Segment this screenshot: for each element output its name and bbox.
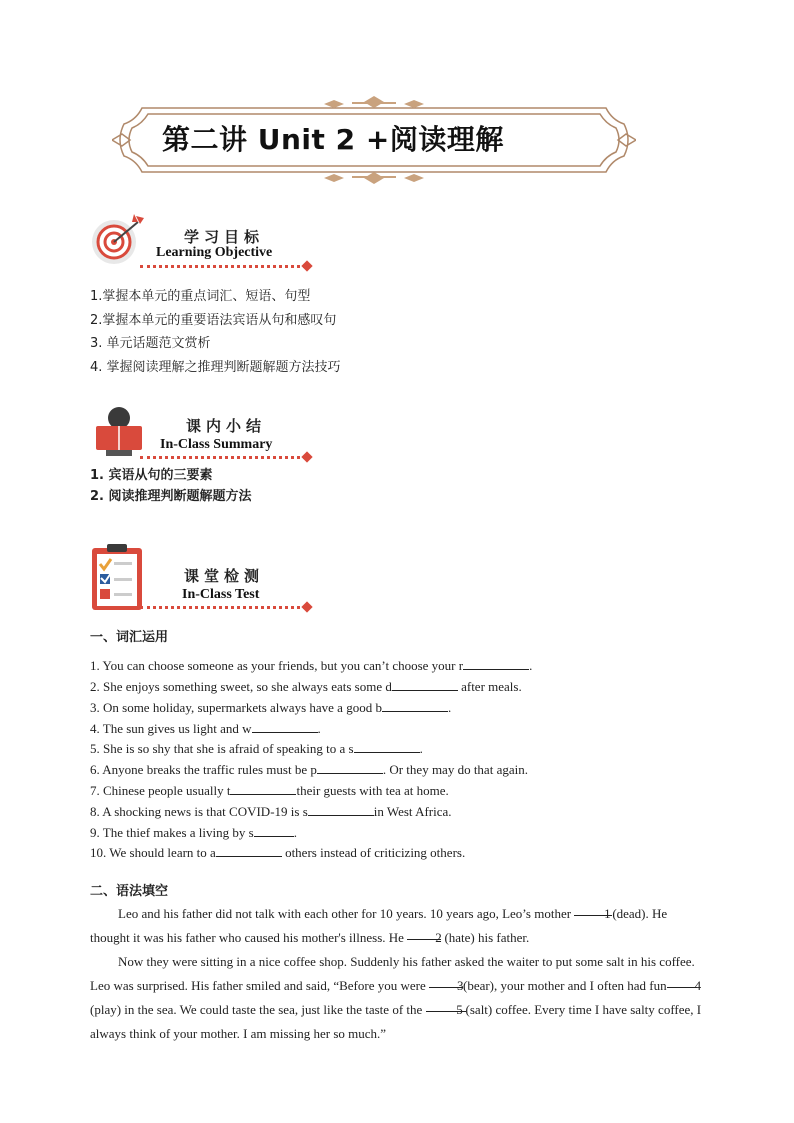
vocab-heading: 一、词汇运用 [90, 630, 169, 645]
divider-diamond [301, 451, 312, 462]
vocab-item: 10. We should learn to a others instead of criticizing others. [90, 845, 466, 860]
grammar-paragraph: Now they were sitting in a nice coffee shop. Suddenly his father asked the waiter to put some salt in his coffee. Leo was surprised. His father smiled and said, “Before you were 3(bear), your mother and I often had fun 4 (play) in the sea. We could taste the sea, just like the taste of the 5 (salt) coffee. Every time I have salty coffee, I always think of your mother. I am missing her so much.” [90, 954, 702, 1041]
vocab-item: 5. She is so shy that she is afraid of speaking to a s . [90, 741, 423, 756]
section-divider [140, 606, 306, 609]
section-title-en: In-Class Test [182, 587, 260, 602]
grammar-heading: 二、语法填空 [90, 884, 169, 899]
vocab-item: 1. You can choose someone as your friends, but you can’t choose your r . [90, 658, 533, 673]
objective-item: 1.掌握本单元的重点词汇、短语、句型 [90, 289, 311, 304]
vocab-item: 9. The thief makes a living by s . [90, 825, 297, 840]
summary-item: 2. 阅读推理判断题解题方法 [90, 489, 252, 504]
section-title-cn: 课内小结 [186, 417, 267, 435]
objective-item: 3. 单元话题范文赏析 [90, 336, 211, 351]
divider-diamond [301, 601, 312, 612]
objective-item: 4. 掌握阅读理解之推理判断题解题方法技巧 [90, 360, 341, 375]
section-divider [140, 456, 306, 459]
summary-item: 1. 宾语从句的三要素 [90, 468, 213, 483]
target-icon [88, 208, 148, 268]
vocab-item: 4. The sun gives us light and w . [90, 721, 321, 736]
section-title-cn: 学习目标 [184, 228, 265, 246]
objective-item: 2.掌握本单元的重要语法宾语从句和感叹句 [90, 313, 337, 328]
divider-diamond [301, 260, 312, 271]
section-title-en: Learning Objective [156, 245, 273, 260]
vocab-item: 8. A shocking news is that COVID-19 is s in West Africa. [90, 804, 452, 819]
vocab-item: 3. On some holiday, supermarkets always have a good b . [90, 700, 452, 715]
reading-person-icon [92, 404, 146, 458]
section-title-cn: 课堂检测 [184, 567, 265, 585]
page-title: 第二讲 Unit 2 +阅读理解 [162, 123, 504, 156]
vocab-item: 2. She enjoys something sweet, so she always eats some d after meals. [90, 679, 522, 694]
vocab-item: 7. Chinese people usually t their guests with tea at home. [90, 783, 449, 798]
section-divider [140, 265, 306, 268]
checklist-icon [90, 542, 144, 612]
section-title-en: In-Class Summary [160, 437, 273, 452]
vocab-item: 6. Anyone breaks the traffic rules must be p . Or they may do that again. [90, 762, 528, 777]
grammar-paragraph: Leo and his father did not talk with each other for 10 years. 10 years ago, Leo’s mother 1 (dead). He thought it was his father who caused his mother's illness. He 2 (hate) his father. [90, 902, 710, 950]
